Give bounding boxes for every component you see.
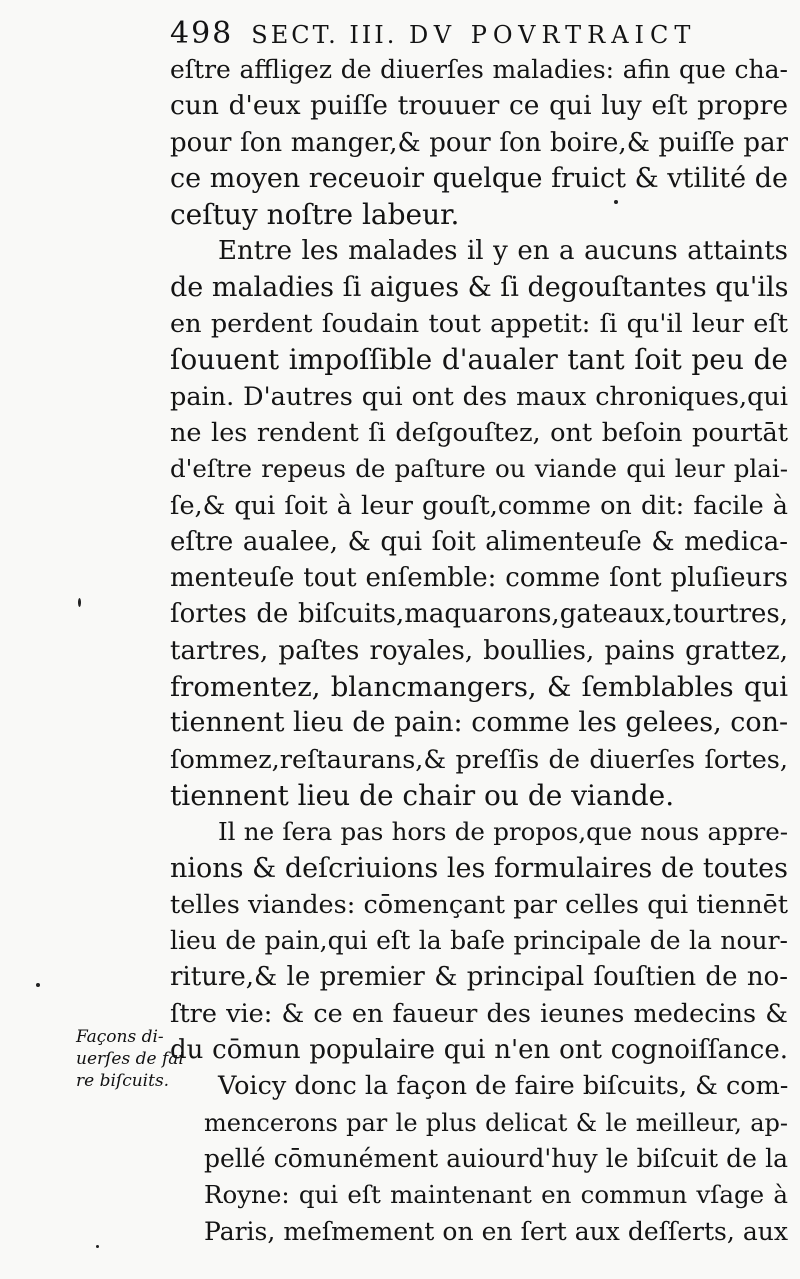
margin-note-line: Façons di- [76, 1027, 164, 1047]
ink-speck [96, 1245, 99, 1248]
text-line: nions & deſcriuions les formulaires de toutes [170, 852, 788, 884]
body-text [170, 52, 788, 1250]
ink-speck [614, 200, 618, 204]
ink-speck [36, 983, 40, 987]
text-line: d'eſtre repeus de paſture ou viande qui leur plai- [170, 454, 788, 484]
text-line: Paris, meſmement on en ſert aux deſſerts, aux [204, 1216, 788, 1246]
margin-note-line: re biſcuits. [76, 1071, 170, 1091]
text-line: ſe,& qui ſoit à leur gouſt,comme on dit: facile à [170, 490, 788, 521]
text-line: de maladies ſi aigues & ſi degouſtantes qu'ils [170, 271, 788, 303]
text-line: lieu de pain,qui eſt la baſe principale de la nour- [170, 926, 788, 956]
paragraph-start: Voicy donc la façon de faire biſcuits, & com- [218, 1071, 788, 1102]
text-line: ne les rendent ſi deſgouſtez, ont beſoin pourtāt [170, 417, 788, 448]
margin-note [76, 1026, 206, 1092]
text-line: ſommez,reſtaurans,& preſſis de diuerſes ſortes, [170, 744, 788, 775]
text-line: tiennent lieu de pain: comme les gelees, con- [170, 707, 788, 739]
text-line: eſtre affligez de diuerſes maladies: afin que cha- [170, 55, 788, 84]
text-line: eſtre aualee, & qui ſoit alimenteuſe & medica- [170, 526, 788, 557]
text-line: du cōmun populaire qui n'en ont cognoiſſance. [170, 1035, 788, 1066]
paragraph-start: Entre les malades il y en a aucuns attaints [218, 236, 788, 267]
text-line: menteuſe tout enſemble: comme ſont pluſieurs [170, 563, 788, 594]
paragraph-start: Il ne ſera pas hors de propos,que nous appre- [218, 817, 788, 847]
text-line: riture,& le premier & principal ſouſtien de no- [170, 962, 788, 993]
text-line: ſouuent impoſſible d'aualer tant ſoit peu de [170, 343, 788, 377]
text-line: ſortes de biſcuits,maquarons,gateaux,tourtres, [170, 599, 788, 630]
text-line: mencerons par le plus delicat & le meilleur, ap- [204, 1108, 788, 1137]
running-header [170, 14, 780, 54]
text-line: ce moyen receuoir quelque fruict & vtilité de [170, 162, 788, 194]
ink-speck [78, 598, 81, 607]
text-line: ſtre vie: & ce en faueur des ieunes medecins & [170, 998, 788, 1029]
page-number: 498 [170, 16, 234, 51]
text-line: pellé cōmunément auiourd'huy le biſcuit de la [204, 1143, 788, 1173]
running-title: DV POVRTRAICT [408, 21, 697, 49]
section-label: SECT. III. [251, 21, 398, 49]
text-line: pain. D'autres qui ont des maux chroniques,qui [170, 381, 788, 412]
text-line: ceſtuy noſtre labeur. [170, 198, 460, 232]
text-line: tiennent lieu de chair ou de viande. [170, 778, 675, 812]
text-line: tartres, paſtes royales, boullies, pains grattez, [170, 635, 788, 666]
text-line: telles viandes: cōmençant par celles qui tiennēt [170, 889, 788, 920]
text-line: Royne: qui eſt maintenant en commun vſage à [204, 1180, 788, 1210]
text-line: fromentez, blancmangers, & ſemblables qui [170, 671, 788, 704]
text-line: cun d'eux puiſſe trouuer ce qui luy eſt propre [170, 90, 788, 122]
margin-note-line: uerſes de fai [76, 1049, 184, 1069]
text-line: en perdent ſoudain tout appetit: ſi qu'il leur eſt [170, 309, 788, 340]
text-line: pour ſon manger,& pour ſon boire,& puiſſe par [170, 127, 788, 158]
